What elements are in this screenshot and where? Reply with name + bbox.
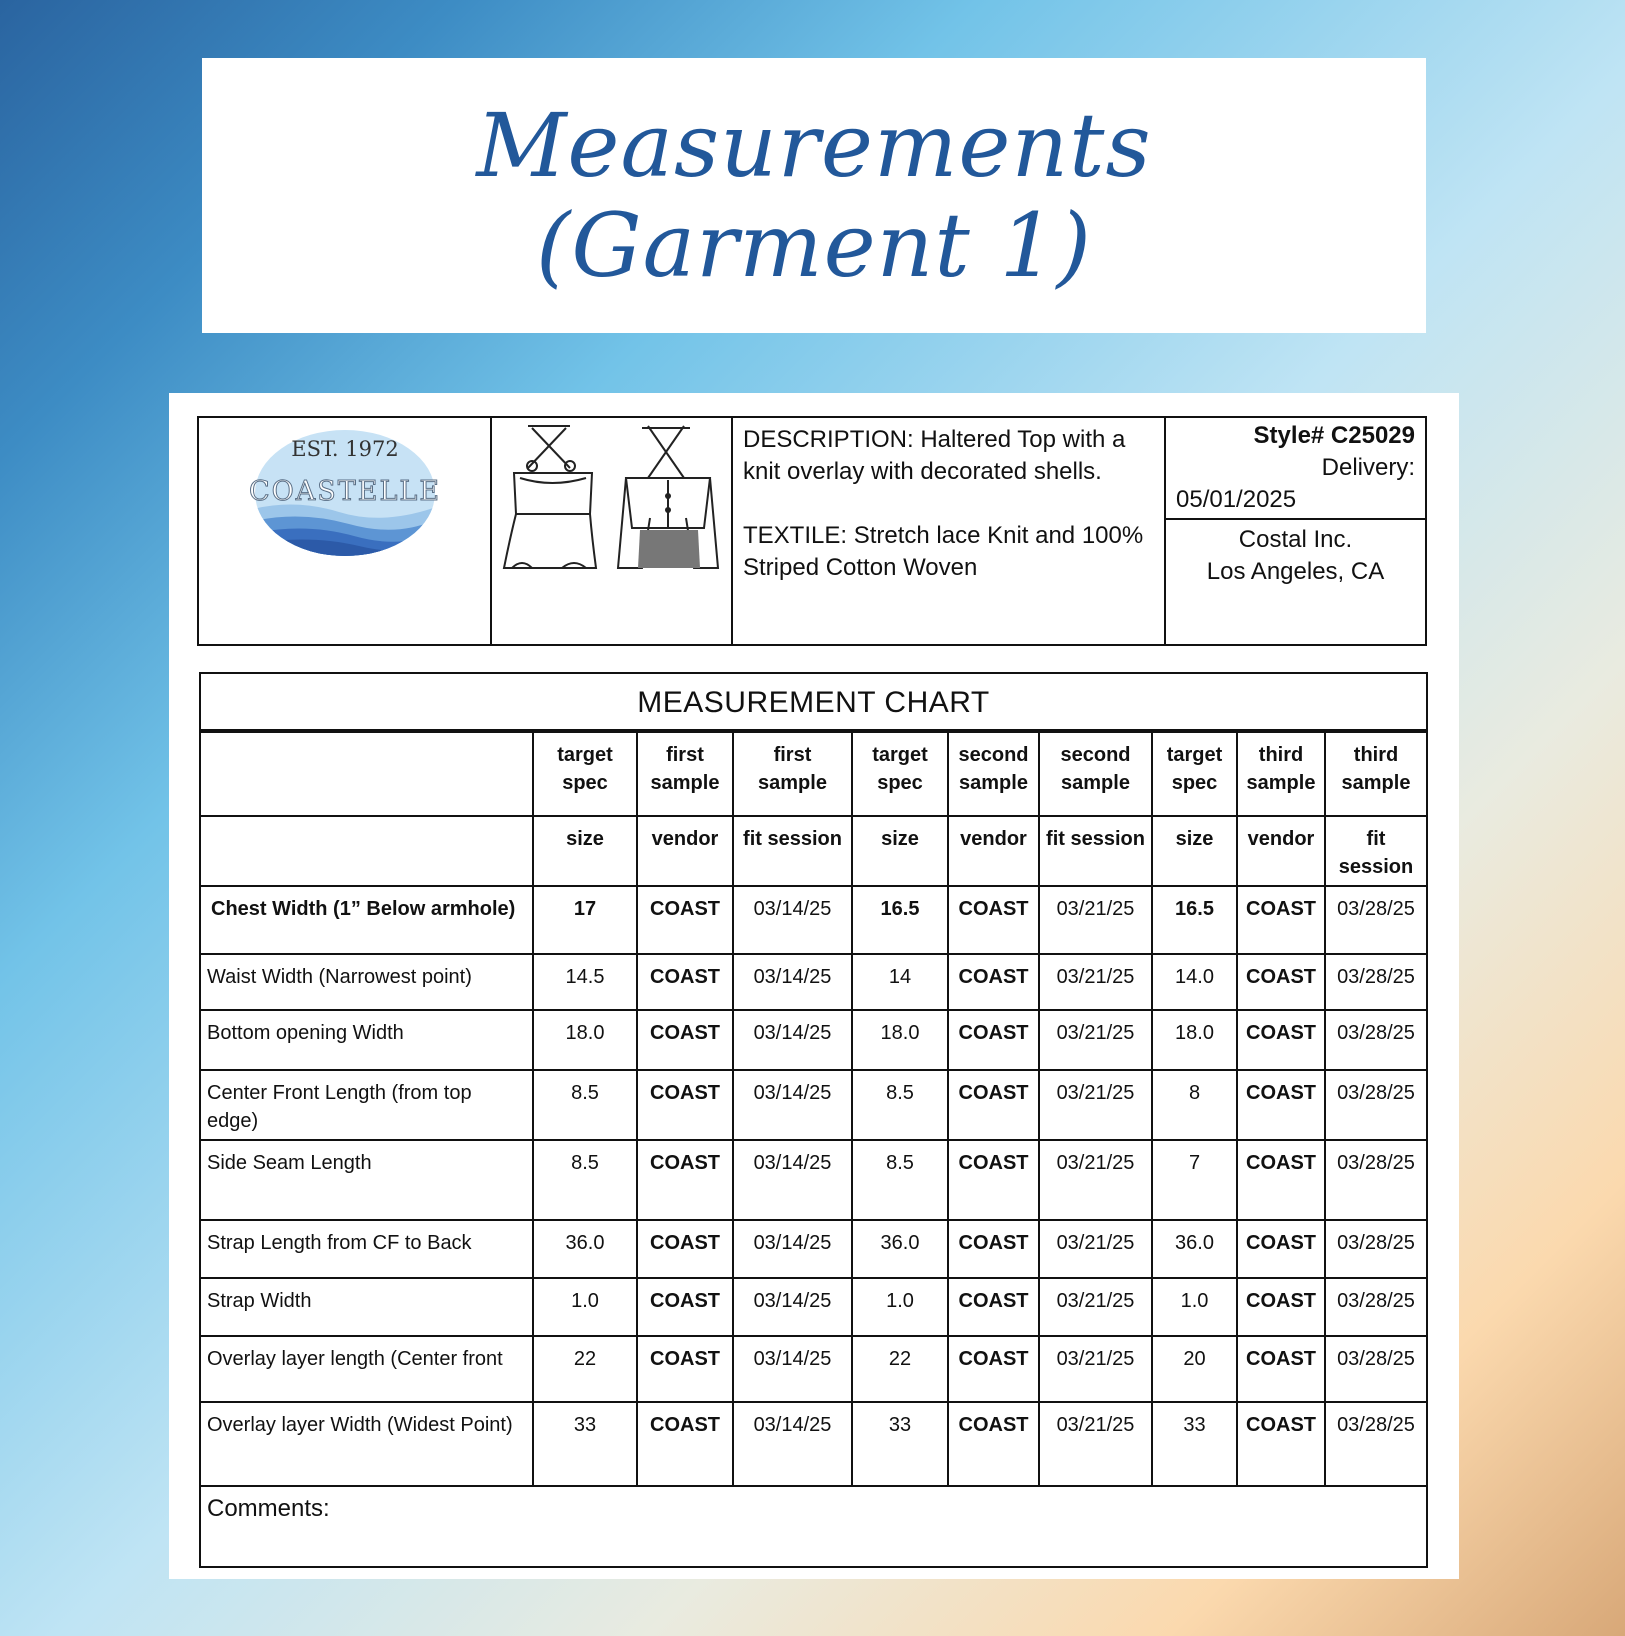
table-row (201, 1140, 1426, 1220)
logo-cell (199, 418, 492, 644)
description-cell (733, 418, 1166, 644)
table-cell: 8.5 (852, 1140, 948, 1220)
table-cell: 03/14/25 (733, 1402, 852, 1486)
comments-label: Comments: (207, 1495, 330, 1522)
table-row (201, 1220, 1426, 1278)
header-row (201, 816, 1426, 886)
table-cell: COAST (948, 1220, 1039, 1278)
table-cell: 8.5 (533, 1140, 637, 1220)
table-cell: COAST (948, 1070, 1039, 1140)
measurement-table (201, 731, 1426, 1487)
table-row (201, 886, 1426, 954)
table-cell: COAST (1237, 1140, 1325, 1220)
table-cell: Bottom opening Width (201, 1010, 533, 1070)
table-row (201, 1070, 1426, 1140)
table-cell: COAST (1237, 1336, 1325, 1402)
table-cell (201, 732, 533, 816)
table-cell: 22 (852, 1336, 948, 1402)
table-cell: Waist Width (Narrowest point) (201, 954, 533, 1010)
title-card (202, 58, 1426, 333)
table-cell: COAST (637, 886, 733, 954)
table-cell: 17 (533, 886, 637, 954)
table-cell: 03/21/25 (1039, 1336, 1152, 1402)
company-info (1166, 520, 1425, 588)
table-cell: 33 (1152, 1402, 1237, 1486)
company-location: Los Angeles, CA (1206, 558, 1385, 585)
table-cell: 8.5 (533, 1070, 637, 1140)
delivery-label: Delivery: (1321, 454, 1415, 481)
table-cell: 03/21/25 (1039, 1278, 1152, 1336)
table-cell: COAST (1237, 1010, 1325, 1070)
table-cell: 03/14/25 (733, 1070, 852, 1140)
table-cell: 03/14/25 (733, 1336, 852, 1402)
table-cell: COAST (1237, 1070, 1325, 1140)
table-cell: 03/21/25 (1039, 1070, 1152, 1140)
table-cell: COAST (637, 1140, 733, 1220)
table-cell: 03/28/25 (1325, 886, 1426, 954)
table-cell: 16.5 (1152, 886, 1237, 954)
table-cell: 03/21/25 (1039, 886, 1152, 954)
table-cell: Overlay layer length (Center front (201, 1336, 533, 1402)
table-cell: fit session (733, 816, 852, 886)
table-cell: 03/28/25 (1325, 1070, 1426, 1140)
logo-brand-text: COASTELLE (248, 476, 442, 507)
table-cell: 7 (1152, 1140, 1237, 1220)
table-row (201, 1402, 1426, 1486)
table-cell: 03/14/25 (733, 1220, 852, 1278)
table-cell: second sample (1039, 732, 1152, 816)
table-cell: target spec (1152, 732, 1237, 816)
table-cell: 03/28/25 (1325, 954, 1426, 1010)
description-text: DESCRIPTION: Haltered Top with a knit overlay with decorated shells. (743, 426, 1126, 485)
table-cell: 18.0 (1152, 1010, 1237, 1070)
table-cell: size (852, 816, 948, 886)
table-cell: Side Seam Length (201, 1140, 533, 1220)
table-cell: COAST (637, 1278, 733, 1336)
garment-sketch (492, 418, 731, 644)
table-cell: first sample (733, 732, 852, 816)
table-cell: vendor (637, 816, 733, 886)
table-cell: COAST (948, 1010, 1039, 1070)
table-cell: COAST (1237, 1402, 1325, 1486)
table-cell: Strap Length from CF to Back (201, 1220, 533, 1278)
spec-sheet (169, 393, 1459, 1579)
table-cell: COAST (948, 954, 1039, 1010)
logo-est-text: EST. 1972 (291, 437, 399, 461)
table-cell: 20 (1152, 1336, 1237, 1402)
table-cell: 22 (533, 1336, 637, 1402)
table-cell: COAST (637, 1336, 733, 1402)
table-cell: COAST (1237, 1278, 1325, 1336)
table-cell: COAST (637, 954, 733, 1010)
page-title-line-2: (Garment 1) (535, 193, 1092, 297)
table-cell: 16.5 (852, 886, 948, 954)
table-cell (201, 816, 533, 886)
table-cell: 03/21/25 (1039, 1010, 1152, 1070)
table-cell: 03/28/25 (1325, 1278, 1426, 1336)
table-row (201, 1010, 1426, 1070)
table-cell: fit session (1325, 816, 1426, 886)
table-cell: 03/21/25 (1039, 1140, 1152, 1220)
table-cell: 33 (533, 1402, 637, 1486)
table-cell: first sample (637, 732, 733, 816)
table-cell: COAST (948, 886, 1039, 954)
table-cell: Chest Width (1” Below armhole) (201, 886, 533, 954)
sketch-cell (492, 418, 733, 644)
table-cell: 1.0 (533, 1278, 637, 1336)
table-cell: 14 (852, 954, 948, 1010)
table-cell: 03/28/25 (1325, 1220, 1426, 1278)
table-cell: 36.0 (852, 1220, 948, 1278)
table-cell: vendor (1237, 816, 1325, 886)
table-cell: 33 (852, 1402, 948, 1486)
table-cell: 03/28/25 (1325, 1140, 1426, 1220)
table-cell: 18.0 (852, 1010, 948, 1070)
company-name: Costal Inc. (1238, 526, 1353, 553)
table-cell: 03/14/25 (733, 886, 852, 954)
table-cell: 8 (1152, 1070, 1237, 1140)
style-cell (1166, 418, 1425, 644)
table-cell: COAST (948, 1278, 1039, 1336)
table-cell: target spec (533, 732, 637, 816)
table-cell: COAST (637, 1402, 733, 1486)
table-cell: 1.0 (1152, 1278, 1237, 1336)
table-cell: 1.0 (852, 1278, 948, 1336)
chart-title: MEASUREMENT CHART (201, 674, 1426, 731)
table-cell: Center Front Length (from top edge) (201, 1070, 533, 1140)
table-cell: 03/14/25 (733, 1140, 852, 1220)
table-cell: Strap Width (201, 1278, 533, 1336)
spec-header (197, 416, 1427, 646)
table-cell: 36.0 (533, 1220, 637, 1278)
table-row (201, 1278, 1426, 1336)
table-cell: third sample (1325, 732, 1426, 816)
table-cell: COAST (1237, 954, 1325, 1010)
table-cell: COAST (948, 1140, 1039, 1220)
table-cell: COAST (948, 1402, 1039, 1486)
table-cell: 18.0 (533, 1010, 637, 1070)
table-row (201, 1336, 1426, 1402)
table-cell: 03/28/25 (1325, 1336, 1426, 1402)
table-cell: COAST (1237, 886, 1325, 954)
textile-text: TEXTILE: Stretch lace Knit and 100% Striped Cotton Woven (743, 522, 1144, 581)
table-cell: 03/21/25 (1039, 1220, 1152, 1278)
header-row (201, 732, 1426, 816)
table-cell: target spec (852, 732, 948, 816)
table-cell: size (1152, 816, 1237, 886)
table-cell: Overlay layer Width (Widest Point) (201, 1402, 533, 1486)
table-cell: 03/21/25 (1039, 1402, 1152, 1486)
table-cell: 03/14/25 (733, 954, 852, 1010)
style-info (1166, 418, 1425, 520)
table-cell: 14.5 (533, 954, 637, 1010)
table-cell: 03/14/25 (733, 1278, 852, 1336)
coastelle-logo (199, 418, 492, 644)
table-cell: fit session (1039, 816, 1152, 886)
table-cell: 03/28/25 (1325, 1010, 1426, 1070)
page-title-line-1: Measurements (476, 93, 1152, 197)
table-cell: size (533, 816, 637, 886)
table-cell: 14.0 (1152, 954, 1237, 1010)
table-cell: COAST (1237, 1220, 1325, 1278)
table-cell: third sample (1237, 732, 1325, 816)
table-row (201, 954, 1426, 1010)
table-cell: COAST (637, 1010, 733, 1070)
table-cell: vendor (948, 816, 1039, 886)
table-cell: 03/14/25 (733, 1010, 852, 1070)
measurement-chart (199, 672, 1428, 1568)
table-cell: 03/28/25 (1325, 1402, 1426, 1486)
delivery-date: 05/01/2025 (1176, 486, 1297, 513)
table-cell: second sample (948, 732, 1039, 816)
table-cell: COAST (948, 1336, 1039, 1402)
table-cell: COAST (637, 1070, 733, 1140)
style-number: Style# C25029 (1253, 422, 1415, 449)
table-cell: 36.0 (1152, 1220, 1237, 1278)
table-cell: 03/21/25 (1039, 954, 1152, 1010)
table-cell: COAST (637, 1220, 733, 1278)
table-cell: 8.5 (852, 1070, 948, 1140)
